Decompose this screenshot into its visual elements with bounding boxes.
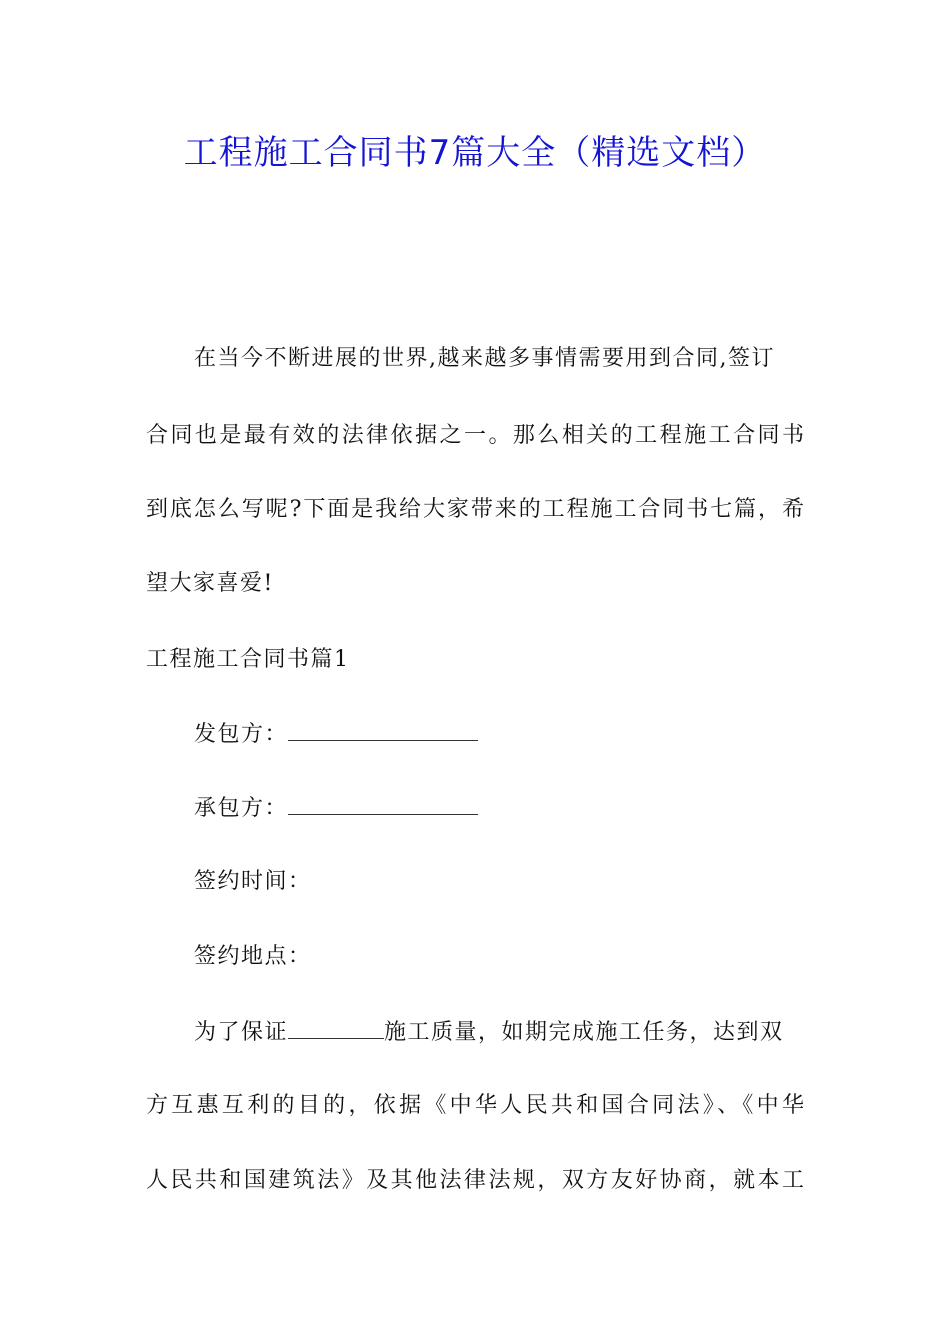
intro-line-1: 在当今不断进展的世界,越来越多事情需要用到合同,签订 (194, 346, 775, 371)
intro-line-2: 合同也是最有效的法律依据之一。那么相关的工程施工合同书 (146, 423, 804, 448)
body-line-1-prefix: 为了保证 (194, 1020, 289, 1045)
intro-line-4: 望大家喜爱! (146, 571, 274, 596)
section-heading: 工程施工合同书篇1 (146, 647, 350, 672)
body-line-1 (194, 1016, 784, 1049)
employer-blank (288, 718, 478, 741)
body-line-1-suffix: 施工质量，如期完成施工任务，达到双 (384, 1020, 784, 1045)
intro-line-3: 到底怎么写呢?下面是我给大家带来的工程施工合同书七篇，希 (146, 497, 804, 522)
employer-field (194, 718, 478, 751)
project-blank (288, 1016, 384, 1039)
body-line-3: 人民共和国建筑法》及其他法律法规，双方友好协商，就本工 (146, 1168, 804, 1193)
sign-time-field: 签约时间： (194, 869, 312, 894)
contractor-field (194, 792, 478, 825)
contractor-blank (288, 792, 478, 815)
body-line-2: 方互惠互利的目的，依据《中华人民共和国合同法》、《中华 (146, 1093, 804, 1118)
document-title: 工程施工合同书7篇大全（精选文档） (183, 133, 767, 173)
contractor-label: 承包方： (194, 796, 289, 821)
employer-label: 发包方： (194, 722, 289, 747)
sign-place-field: 签约地点： (194, 944, 312, 969)
